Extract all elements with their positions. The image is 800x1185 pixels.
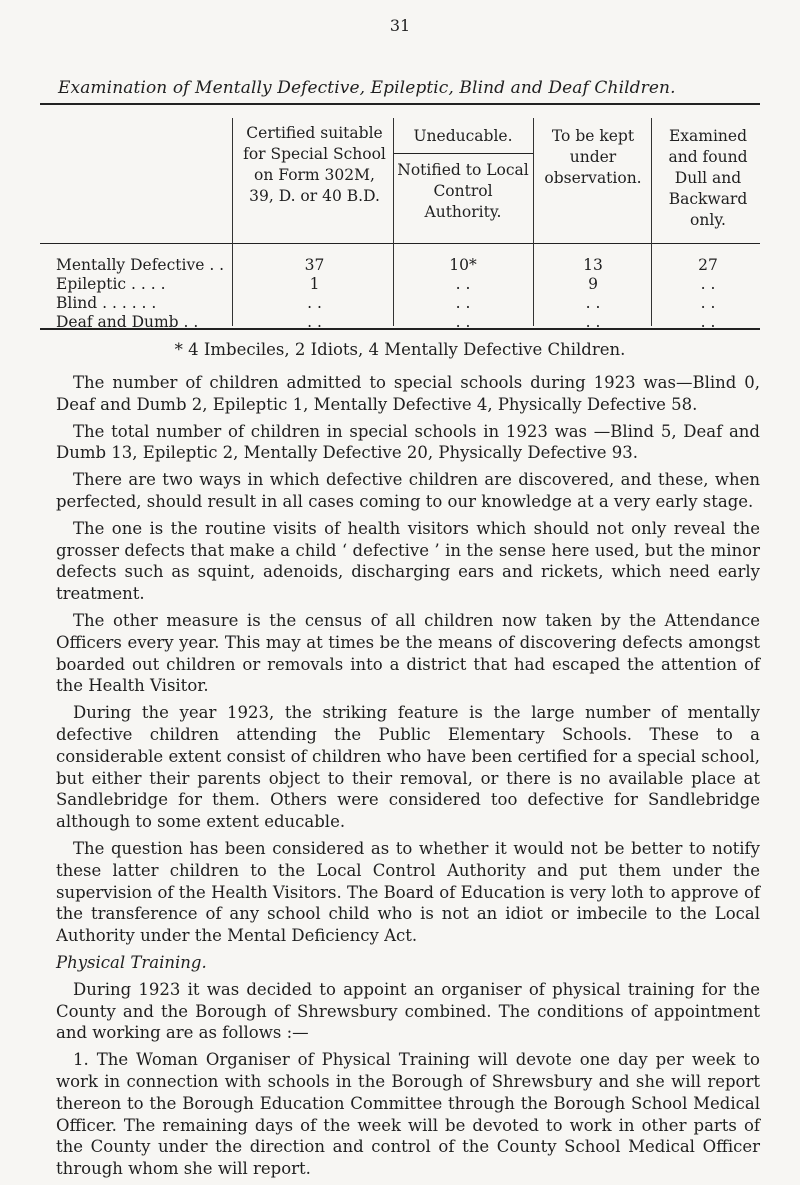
cell-uneducable: . .	[455, 275, 471, 293]
paragraph: The one is the routine visits of health visitors which should not only reveal the grosser defects that make a child ‘ defective ’ in the sense here used, but the minor defects such as squint, adenoids, discharging ears and rickets, which need early treatment.	[56, 518, 760, 604]
cell-certified: 1	[309, 275, 320, 293]
paragraph: There are two ways in which defective children are discovered, and these, when perfected, should result in all cases coming to our knowledge at a very early stage.	[56, 470, 760, 511]
header-uneducable: Uneducable.	[413, 127, 513, 145]
cell-examined: . .	[700, 275, 716, 293]
header-observation: To be kept under observation.	[544, 127, 642, 187]
cell-examined: . .	[700, 313, 716, 331]
table-caption: Examination of Mentally Defective, Epileptic, Blind and Deaf Children.	[58, 78, 676, 98]
cell-certified: 37	[304, 256, 325, 274]
paragraph: The question has been considered as to whether it would not be better to notify these latter children to the Local Control Authority and put them under the supervision of the Health Visitors. The Board of Education is very loth to approve of the transference of any school child who is not an idiot or imbecile to the Local Authority under the Mental Deficiency Act.	[56, 838, 760, 946]
cell-observation: 9	[588, 275, 598, 293]
paragraph: The total number of children in special schools in 1923 was —Blind 5, Deaf and Dumb 13, Epileptic 2, Mentally Defective 20, Physically Defective 93.	[56, 421, 760, 463]
cell-examined: 27	[698, 256, 718, 274]
column-divider	[232, 118, 233, 326]
uneducable-divider	[393, 153, 533, 154]
table-top-rule	[40, 103, 760, 105]
header-certified: Certified suitable for Special School on Form 302M, 39, D. or 40 B.D.	[243, 124, 386, 205]
row-label: Mentally Defective . .	[56, 256, 225, 274]
paragraph: During the year 1923, the striking feature is the large number of mentally defective children attending the Public Elementary Schools. These to a considerable extent consist of children who have been certified for a special school, but either their parents object to their removal, or there is no available place at Sandlebridge for them. Others were considered too defective for Sandlebridge although to some extent educable.	[56, 703, 760, 832]
paragraph: The number of children admitted to special schools during 1923 was—Blind 0, Deaf and Dumb 2, Epileptic 1, Mentally Defective 4, Physically Defective 58.	[56, 373, 760, 414]
column-divider	[393, 118, 394, 326]
row-label: Epileptic . . . .	[56, 275, 166, 293]
row-label: Blind . . . . . .	[56, 294, 157, 312]
cell-observation: . .	[585, 313, 601, 331]
cell-observation: . .	[585, 294, 601, 312]
section-heading: Physical Training.	[56, 952, 207, 972]
cell-observation: 13	[583, 256, 603, 274]
column-divider	[533, 118, 534, 326]
numbered-item: 1. The Woman Organiser of Physical Training will devote one day per week to work in connection with schools in the Borough of Shrewsbury and she will report thereon to the Borough Education Committee through the Borough School Medical Officer. The remaining days of the week will be devoted to work in other parts of the County under the direction and control of the County School Medical Officer through whom she will report.	[56, 1050, 760, 1179]
body-text	[56, 372, 760, 1185]
header-examined: Examined and found Dull and Backward only.	[668, 127, 748, 229]
cell-uneducable: . .	[455, 294, 471, 312]
paragraph: During 1923 it was decided to appoint an organiser of physical training for the County and the Borough of Shrewsbury combined. The conditions of appointment and working are as follows :—	[56, 979, 760, 1043]
column-divider	[651, 118, 652, 326]
cell-uneducable: . .	[455, 313, 471, 331]
page-number: 31	[389, 16, 411, 35]
row-label: Deaf and Dumb . .	[56, 313, 199, 331]
cell-examined: . .	[700, 294, 716, 312]
table-footnote: * 4 Imbeciles, 2 Idiots, 4 Mentally Defective Children.	[174, 340, 626, 359]
paragraph: The other measure is the census of all children now taken by the Attendance Officers every year. This may at times be the means of discovering defects amongst boarded out children or removals into a district that had escaped the attention of the Health Visitor.	[56, 610, 760, 696]
cell-certified: . .	[307, 313, 322, 331]
cell-uneducable: 10*	[449, 256, 477, 274]
header-notified: Notified to Local Control Authority.	[397, 161, 529, 221]
header-bottom-rule	[40, 243, 760, 244]
cell-certified: . .	[307, 294, 322, 312]
